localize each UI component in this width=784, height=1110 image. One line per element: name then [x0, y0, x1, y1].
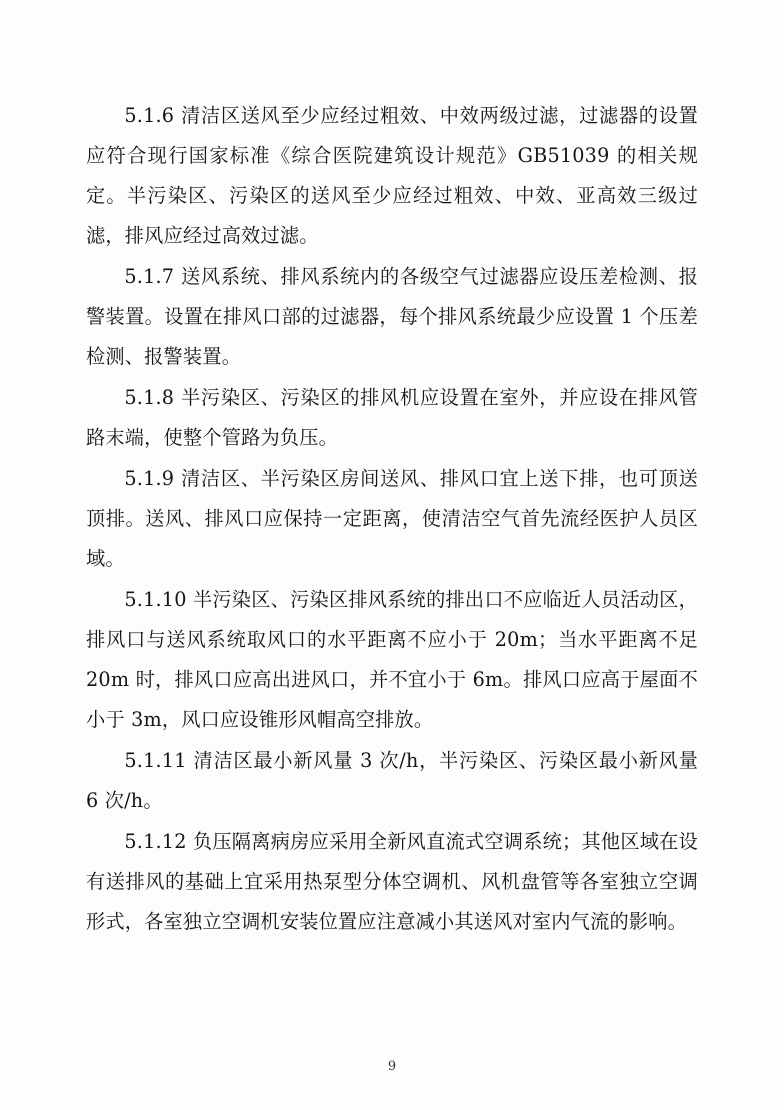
paragraph-5-1-9: 5.1.9 清洁区、半污染区房间送风、排风口宜上送下排，也可顶送顶排。送风、排风口应保持一定距离，使清洁空气首先流经医护人员区域。 — [86, 467, 698, 570]
paragraph-5-1-12: 5.1.12 负压隔离病房应采用全新风直流式空调系统；其他区域在设有送排风的基础上宜采用热泵型分体空调机、风机盘管等各室独立空调形式，各室独立空调机安装位置应注意减小其送风对室内气流的影响。 — [86, 830, 698, 933]
paragraph-5-1-11: 5.1.11 清洁区最小新风量 3 次/h，半污染区、污染区最小新风量 6 次/h。 — [86, 749, 698, 812]
paragraph-5-1-8: 5.1.8 半污染区、污染区的排风机应设置在室外，并应设在排风管路末端，使整个管路为负压。 — [86, 386, 698, 449]
paragraph-5-1-7: 5.1.7 送风系统、排风系统内的各级空气过滤器应设压差检测、报警装置。设置在排风口部的过滤器，每个排风系统最少应设置 1 个压差检测、报警装置。 — [86, 265, 698, 368]
paragraph-5-1-10: 5.1.10 半污染区、污染区排风系统的排出口不应临近人员活动区，排风口与送风系统取风口的水平距离不应小于 20m；当水平距离不足 20m 时，排风口应高出进风口，并不宜小于 6m。排风口应高于屋面不小于 3m，风口应设锥形风帽高空排放。 — [86, 588, 698, 731]
page-number: 9 — [387, 1059, 397, 1074]
paragraph-5-1-6: 5.1.6 清洁区送风至少应经过粗效、中效两级过滤，过滤器的设置应符合现行国家标准《综合医院建筑设计规范》GB51039 的相关规定。半污染区、污染区的送风至少应经过粗效、中效、亚高效三级过滤，排风应经过高效过滤。 — [86, 104, 698, 247]
document-body — [86, 96, 698, 942]
